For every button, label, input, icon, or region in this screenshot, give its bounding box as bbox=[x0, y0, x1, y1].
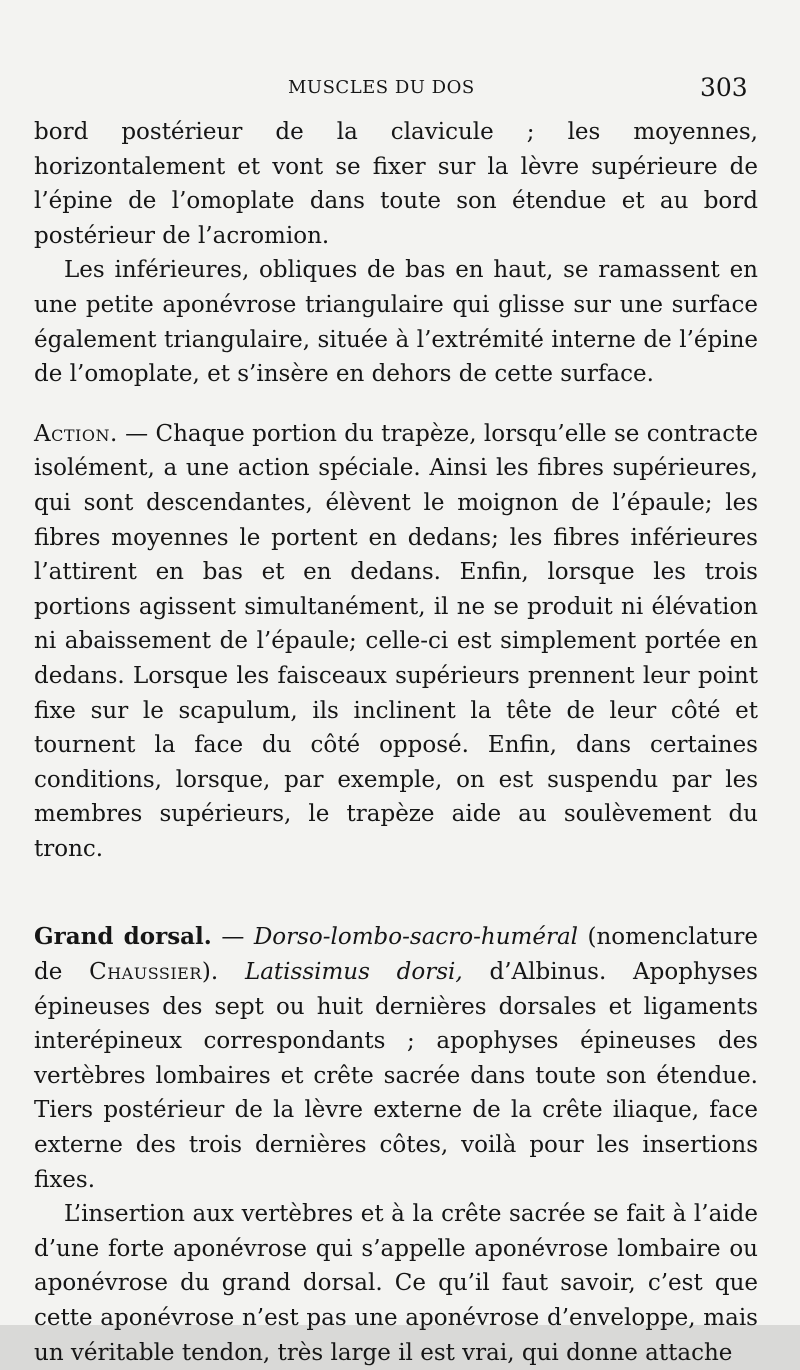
text-fragment: d’Albinus. Apophyses épineuses des sept ou huit dernières dorsales et ligaments interépineux correspondants ; apophyses épineuses des vertèbres lombaires et crête sacrée dans toute son étendue. Tiers postérieur de la lèvre externe de la crête iliaque, face externe des trois dernières côtes, voilà pour les insertions fixes. bbox=[34, 959, 758, 1193]
paragraph-text: bord postérieur de la clavicule ; les moyennes, horizontalement et vont se fixer sur la lèvre supérieure de l’épine de l’omoplate dans toute son étendue et au bord postérieur de l’acromion. bbox=[34, 119, 758, 249]
paragraph-action bbox=[34, 417, 758, 867]
body-text bbox=[34, 115, 758, 1370]
paragraph-text: Les inférieures, obliques de bas en haut, se ramassent en une petite aponévrose triangulaire qui glisse sur une surface également triangulaire, située à l’extrémité interne de l’épine de l’omoplate, et s’insère en dehors de cette surface. bbox=[34, 257, 758, 388]
paragraph-text: — Chaque portion du trapèze, lorsqu’elle se contracte isolément, a une action spéciale. Ainsi les fibres supérieures, qui sont descendantes, élèvent le moignon de l’épaule; les fibres moyennes le portent en dedans; les fibres inférieures l’attirent en bas et en dedans. Enfin, lorsque les trois portions agissent simultanément, il ne se produit ni élévation ni abaissement de l’épaule; celle-ci est simplement portée en dedans. Lorsque les faisceaux supérieurs prennent leur point fixe sur le scapulum, ils inclinent la tête de leur côté et tournent la face du côté opposé. Enfin, dans certaines conditions, lorsque, par exemple, on est suspendu par les membres supérieurs, le trapèze aide au soulèvement du tronc. bbox=[34, 420, 758, 862]
author-name: Chaussier bbox=[89, 959, 202, 986]
text-fragment: ). bbox=[201, 959, 245, 986]
action-label: Action. bbox=[34, 420, 118, 447]
paragraph-spacing bbox=[34, 392, 758, 417]
italic-term: Latissimus dorsi, bbox=[244, 959, 463, 986]
section-spacing bbox=[34, 866, 758, 920]
paragraph-continuation bbox=[34, 115, 758, 253]
paragraph-grand-dorsal bbox=[34, 920, 758, 1197]
section-heading: Grand dorsal. bbox=[34, 923, 212, 951]
paragraph-inferior-fibers bbox=[34, 253, 758, 391]
paragraph-insertion bbox=[34, 1197, 758, 1370]
text-fragment: (nomenclature de bbox=[34, 924, 758, 986]
text-fragment: — bbox=[211, 924, 254, 951]
running-header bbox=[0, 73, 800, 107]
running-title: MUSCLES DU DOS bbox=[288, 77, 475, 98]
italic-term: Dorso-lombo-sacro-huméral bbox=[253, 924, 579, 951]
page-number: 303 bbox=[700, 73, 748, 102]
paragraph-text: L’insertion aux vertèbres et à la crête sacrée se fait à l’aide d’une forte aponévrose qui s’appelle aponévrose lombaire ou aponévrose du grand dorsal. Ce qu’il faut savoir, c’est que cette aponévrose n’est pas une aponévrose d’enveloppe, mais un véritable tendon, très large il est vrai, qui donne attache bbox=[34, 1201, 758, 1366]
